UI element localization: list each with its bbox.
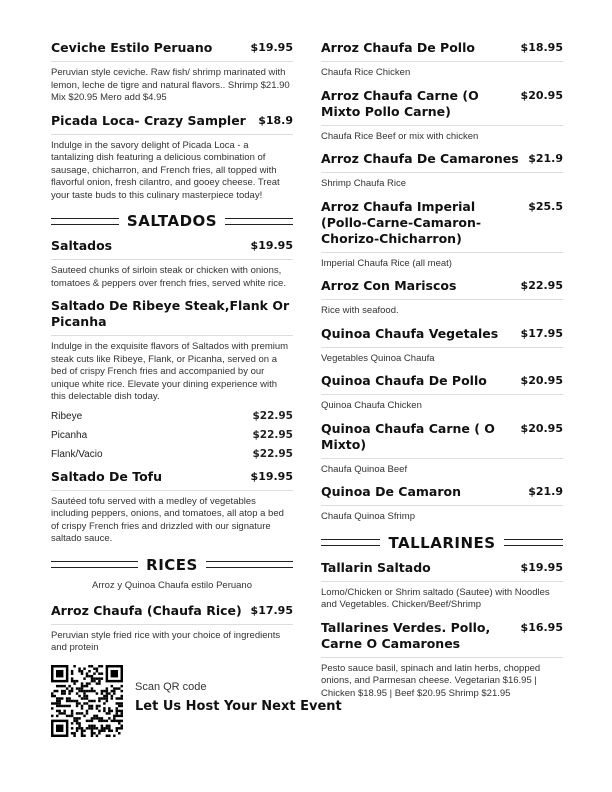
menu-item-description: Chaufa Rice Chicken	[321, 67, 411, 78]
section-header-tallarines	[321, 534, 563, 552]
variant-price: $22.95	[252, 447, 293, 460]
menu-item-tallarin-saltado[interactable]	[321, 560, 563, 612]
menu-item-name: Quinoa De Camaron	[321, 484, 462, 499]
menu-item-divider	[321, 505, 563, 506]
qr-promo	[51, 665, 342, 737]
menu-item-divider	[321, 347, 563, 348]
menu-item-header	[321, 373, 563, 389]
menu-item-name: Tallarin Saltado	[321, 559, 431, 575]
section-rule-left	[51, 218, 119, 225]
menu-item-header	[321, 278, 563, 294]
menu-item-description: Indulge in the savory delight of Picada Loca - a tantalizing dish featuring a delicious combination of sausage, chicharron, and French fries, all topped with flavorful onion, fresh cilantro, and gooey cheese. Treat your taste buds to this culinary masterpiece today!	[51, 139, 280, 201]
menu-item-header	[321, 88, 563, 120]
menu-item-price: $16.95	[520, 620, 563, 634]
menu-item-price: $19.95	[250, 41, 293, 54]
menu-item-picada-loca-crazy-sampler[interactable]	[51, 113, 293, 203]
menu-item-name: Arroz Chaufa De Camarones	[321, 151, 519, 166]
menu-item-name: Ceviche Estilo Peruano	[51, 40, 213, 55]
menu-item-quinoa-chaufa-de-pollo[interactable]	[321, 373, 563, 413]
menu-item-price: $18.9	[258, 113, 293, 127]
menu-item-name: Quinoa Chaufa De Pollo	[321, 373, 487, 388]
menu-item-name: Quinoa Chaufa Carne ( O Mixto)	[321, 420, 495, 452]
qr-code-icon[interactable]	[51, 665, 123, 737]
menu-item-header	[51, 603, 293, 619]
section-title: TALLARINES	[388, 533, 496, 552]
menu-item-divider	[321, 252, 563, 253]
menu-item-price: $21.9	[528, 485, 563, 498]
menu-item-header	[321, 326, 563, 342]
menu-item-name: Arroz Chaufa Imperial (Pollo-Carne-Camaron-Chorizo-Chicharron)	[321, 198, 482, 246]
menu-item-price: $19.95	[250, 239, 293, 252]
menu-item-price: $19.95	[520, 560, 563, 574]
menu-item-price: $19.95	[250, 469, 293, 483]
menu-item-description: Indulge in the exquisite flavors of Saltados with premium steak cuts like Ribeye, Flank, or Picanha, served on a bed of crispy French fries and accompanied by our unique white rice. Elevate your dining experience with this delectable dish today.	[51, 341, 289, 402]
menu-item-quinoa-de-camaron[interactable]	[321, 484, 563, 524]
menu-item-header	[321, 484, 563, 500]
menu-item-header	[321, 421, 563, 453]
menu-item-description: Lomo/Chicken or Shrim saltado (Sautee) with Noodles and Vegetables. Chicken/Beef/Shrimp	[321, 586, 550, 610]
menu-item-arroz-chaufa-de-pollo[interactable]	[321, 40, 563, 80]
menu-item-divider	[321, 657, 563, 658]
menu-item-description: Quinoa Chaufa Chicken	[321, 400, 422, 411]
menu-item-description: Chaufa Quinoa Beef	[321, 463, 408, 475]
menu-item-name: Saltado De Ribeye Steak,Flank Or Picanha	[51, 298, 290, 329]
menu-item-header	[51, 469, 293, 485]
event-cta[interactable]: Let Us Host Your Next Event	[135, 699, 342, 714]
menu-item-tallarines-verdes-pollo-carne-o-camarones[interactable]	[321, 620, 563, 701]
section-rule-left	[51, 561, 138, 568]
section-rule-right	[225, 218, 293, 225]
section-header-saltados	[51, 212, 293, 230]
menu-item-divider	[321, 299, 563, 300]
menu-item-description: Shrimp Chaufa Rice	[321, 178, 407, 189]
menu-item-arroz-con-mariscos[interactable]	[321, 278, 563, 318]
variant-name: Picanha	[51, 429, 88, 441]
menu-item-name: Saltado De Tofu	[51, 468, 163, 484]
menu-item-divider	[51, 335, 293, 336]
menu-item-divider	[51, 624, 293, 625]
menu-item-description: Peruvian style ceviche. Raw fish/ shrimp marinated with lemon, leche de tigre and natural flavors.. Shrimp $21.90 Mix $20.95 Mero add $4.95	[51, 67, 290, 103]
menu-item-price: $20.95	[520, 374, 563, 387]
menu-item-price: $18.95	[520, 41, 563, 54]
menu-item-header	[51, 298, 293, 330]
menu-item-description: Chaufa Rice Beef or mix with chicken	[321, 130, 479, 142]
menu-item-quinoa-chaufa-vegetales[interactable]	[321, 326, 563, 366]
menu-item-description: Peruvian style fried rice with your choice of ingredients and protein	[51, 629, 281, 653]
menu-item-divider	[321, 458, 563, 459]
left-menu-column	[51, 40, 293, 663]
menu-item-header	[321, 560, 563, 576]
menu-item-name: Picada Loca- Crazy Sampler	[51, 112, 246, 128]
menu-item-header	[321, 199, 563, 247]
menu-item-divider	[51, 259, 293, 260]
menu-item-price: $20.95	[520, 88, 563, 102]
section-rule-right	[206, 561, 293, 568]
menu-item-description: Imperial Chaufa Rice (all meat)	[321, 257, 452, 269]
menu-item-ceviche-estilo-peruano[interactable]	[51, 40, 293, 105]
menu-item-divider	[321, 125, 563, 126]
menu-item-header	[321, 620, 563, 652]
menu-item-description: Sauteed chunks of sirloin steak or chicken with onions, tomatoes & peppers over french fries, served white rice.	[51, 265, 286, 289]
variant-price: $22.95	[252, 409, 293, 422]
menu-item-price: $25.5	[528, 199, 563, 213]
section-rule-left	[321, 539, 380, 546]
menu-item-name: Saltados	[51, 238, 113, 253]
section-title: RICES	[146, 555, 198, 574]
menu-item-header	[51, 40, 293, 56]
section-subtitle: Arroz y Quinoa Chaufa estilo Peruano	[91, 579, 252, 591]
menu-item-name: Arroz Chaufa (Chaufa Rice)	[51, 602, 242, 618]
section-header-rices	[51, 556, 293, 574]
menu-item-price: $22.95	[520, 279, 563, 292]
menu-item-price: $17.95	[250, 603, 293, 617]
menu-item-arroz-chaufa-de-camarones[interactable]	[321, 151, 563, 191]
menu-item-divider	[321, 394, 563, 395]
menu-item-description: Chaufa Quinoa Sfrimp	[321, 511, 415, 522]
menu-item-arroz-chaufa-chaufa-rice[interactable]	[51, 603, 293, 655]
qr-scan-label: Scan QR code	[135, 681, 207, 693]
menu-item-quinoa-chaufa-carne-o-mixto[interactable]	[321, 421, 563, 477]
variant-name: Flank/Vacio	[51, 448, 103, 460]
menu-item-price: $20.95	[520, 421, 563, 435]
right-menu-column	[321, 40, 563, 708]
menu-item-name: Quinoa Chaufa Vegetales	[321, 325, 499, 341]
variant-price: $22.95	[252, 428, 293, 441]
menu-item-divider	[321, 172, 563, 173]
menu-item-arroz-chaufa-imperial-pollo-carne-camaron-chorizo-chicharron[interactable]	[321, 199, 563, 271]
menu-item-name: Arroz Chaufa De Pollo	[321, 40, 475, 55]
menu-item-divider	[51, 490, 293, 491]
menu-item-saltado-de-ribeye-steak-flank-or-picanha[interactable]	[51, 298, 293, 461]
section-title: SALTADOS	[126, 212, 218, 230]
menu-item-description: Vegetables Quinoa Chaufa	[321, 352, 435, 364]
menu-item-price: $21.9	[528, 152, 563, 165]
variant-row[interactable]	[51, 448, 293, 461]
menu-item-header	[321, 151, 563, 167]
menu-item-saltados[interactable]	[51, 238, 293, 290]
menu-item-description: Sautéed tofu served with a medley of vegetables including peppers, onions, and tomatoes, all atop a bed of crispy French fries and drizzled with our signature saltado sauce.	[51, 495, 284, 544]
variant-row[interactable]	[51, 410, 293, 423]
menu-item-divider	[51, 134, 293, 135]
menu-item-description: Rice with seafood.	[321, 305, 399, 316]
menu-item-saltado-de-tofu[interactable]	[51, 469, 293, 546]
menu-item-name: Tallarines Verdes. Pollo, Carne O Camarones	[321, 619, 491, 651]
menu-item-header	[321, 40, 563, 56]
menu-item-name: Arroz Chaufa Carne (O Mixto Pollo Carne)	[321, 87, 479, 119]
menu-item-divider	[321, 61, 563, 62]
menu-item-divider	[321, 581, 563, 582]
variant-name: Ribeye	[51, 410, 83, 422]
variant-row[interactable]	[51, 429, 293, 442]
menu-item-variants	[51, 410, 293, 461]
menu-item-divider	[51, 61, 293, 62]
menu-item-name: Arroz Con Mariscos	[321, 278, 457, 293]
menu-item-description: Pesto sauce basil, spinach and latin herbs, chopped onions, and Parmesan cheese. Vegetarian $16.95 | Chicken $18.95 | Beef $20.95 Shrimp $21.95	[321, 662, 541, 699]
menu-item-price: $17.95	[520, 326, 563, 340]
menu-item-header	[51, 113, 293, 129]
menu-item-arroz-chaufa-carne-o-mixto-pollo-carne[interactable]	[321, 88, 563, 144]
section-rule-right	[504, 539, 563, 546]
menu-item-header	[51, 238, 293, 254]
